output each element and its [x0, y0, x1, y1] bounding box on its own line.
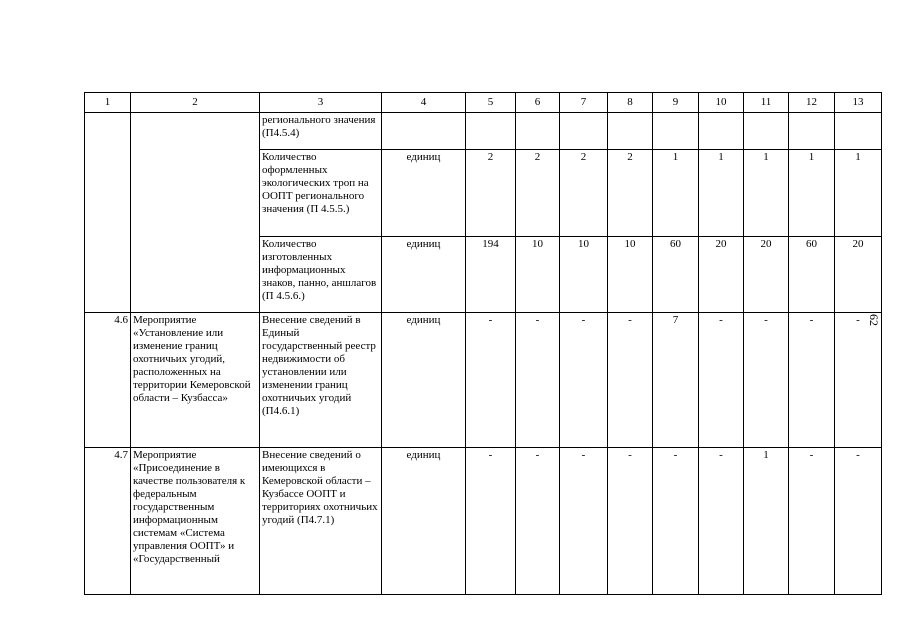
- indicator-text: регионального значения (П4.5.4): [262, 114, 376, 139]
- indicator-cell: Количество изготовленных информационных знаков, панно, аншлагов (П 4.5.6.): [260, 237, 382, 313]
- value-cell: 10: [560, 237, 608, 313]
- value-cell: [744, 113, 789, 150]
- value-cell: [466, 113, 516, 150]
- value-cell: -: [466, 313, 516, 448]
- value-cell: 2: [516, 150, 560, 237]
- value-cell: -: [789, 313, 835, 448]
- value-cell: -: [560, 448, 608, 595]
- value-cell: 10: [516, 237, 560, 313]
- value-cell: -: [560, 313, 608, 448]
- value-cell: 1: [744, 448, 789, 595]
- value-cell: 20: [699, 237, 744, 313]
- indicator-cell: Внесение сведений в Единый государственный реестр недвижимости об установлении или изменении границ охотничьих угодий (П4.6.1): [260, 313, 382, 448]
- value-cell: 194: [466, 237, 516, 313]
- value-cell: [516, 113, 560, 150]
- column-number: 2: [131, 93, 260, 113]
- value-cell: [835, 113, 882, 150]
- column-number: 11: [744, 93, 789, 113]
- row-number-cell: 4.7: [85, 448, 131, 595]
- column-number: 5: [466, 93, 516, 113]
- column-number-row: [85, 93, 882, 113]
- column-number: 1: [85, 93, 131, 113]
- column-number: 6: [516, 93, 560, 113]
- table-row: [85, 313, 882, 448]
- value-cell: 10: [608, 237, 653, 313]
- column-number: 12: [789, 93, 835, 113]
- unit-cell: [382, 113, 466, 150]
- column-number: 8: [608, 93, 653, 113]
- value-cell: [789, 113, 835, 150]
- value-cell: -: [744, 313, 789, 448]
- value-cell: -: [608, 448, 653, 595]
- value-cell: 1: [789, 150, 835, 237]
- value-cell: -: [835, 448, 882, 595]
- value-cell: -: [466, 448, 516, 595]
- value-cell: 60: [789, 237, 835, 313]
- value-cell: -: [699, 448, 744, 595]
- column-number: 7: [560, 93, 608, 113]
- indicator-cell: Внесение сведений о имеющихся в Кемеровской области – Кузбассе ООПТ и территориях охотничьих угодий (П4.7.1): [260, 448, 382, 595]
- unit-cell: единиц: [382, 448, 466, 595]
- unit-cell: единиц: [382, 150, 466, 237]
- value-cell: 1: [699, 150, 744, 237]
- value-cell: 1: [835, 150, 882, 237]
- row-number-cell: [85, 113, 131, 313]
- column-number: 13: [835, 93, 882, 113]
- column-number: 4: [382, 93, 466, 113]
- value-cell: [653, 113, 699, 150]
- value-cell: -: [608, 313, 653, 448]
- value-cell: -: [516, 448, 560, 595]
- value-cell: -: [699, 313, 744, 448]
- value-cell: 2: [466, 150, 516, 237]
- indicator-cell: Количество оформленных экологических троп на ООПТ регионального значения (П 4.5.5.): [260, 150, 382, 237]
- row-number-cell: 4.6: [85, 313, 131, 448]
- event-cell: [131, 113, 260, 313]
- column-number: 3: [260, 93, 382, 113]
- value-cell: -: [516, 313, 560, 448]
- table-row: [85, 448, 882, 595]
- indicator-cell: [260, 113, 382, 150]
- value-cell: -: [653, 448, 699, 595]
- value-cell: 60: [653, 237, 699, 313]
- value-cell: -: [835, 313, 882, 448]
- value-cell: [608, 113, 653, 150]
- indicators-table: [84, 92, 882, 595]
- table-row: [85, 113, 882, 150]
- value-cell: 20: [744, 237, 789, 313]
- event-cell: Мероприятие «Присоединение в качестве пользователя к федеральным государственным информационным системам «Система управления ООПТ» и «Государственный: [131, 448, 260, 595]
- event-cell: Мероприятие «Установление или изменение границ охотничьих угодий, расположенных на территории Кемеровской области – Кузбасса»: [131, 313, 260, 448]
- value-cell: [560, 113, 608, 150]
- column-number: 9: [653, 93, 699, 113]
- value-cell: -: [789, 448, 835, 595]
- value-cell: [699, 113, 744, 150]
- column-number: 10: [699, 93, 744, 113]
- value-cell: 2: [560, 150, 608, 237]
- unit-cell: единиц: [382, 237, 466, 313]
- value-cell: 7: [653, 313, 699, 448]
- value-cell: 20: [835, 237, 882, 313]
- value-cell: 1: [653, 150, 699, 237]
- value-cell: 2: [608, 150, 653, 237]
- page-number: 62: [867, 314, 881, 326]
- unit-cell: единиц: [382, 313, 466, 448]
- value-cell: 1: [744, 150, 789, 237]
